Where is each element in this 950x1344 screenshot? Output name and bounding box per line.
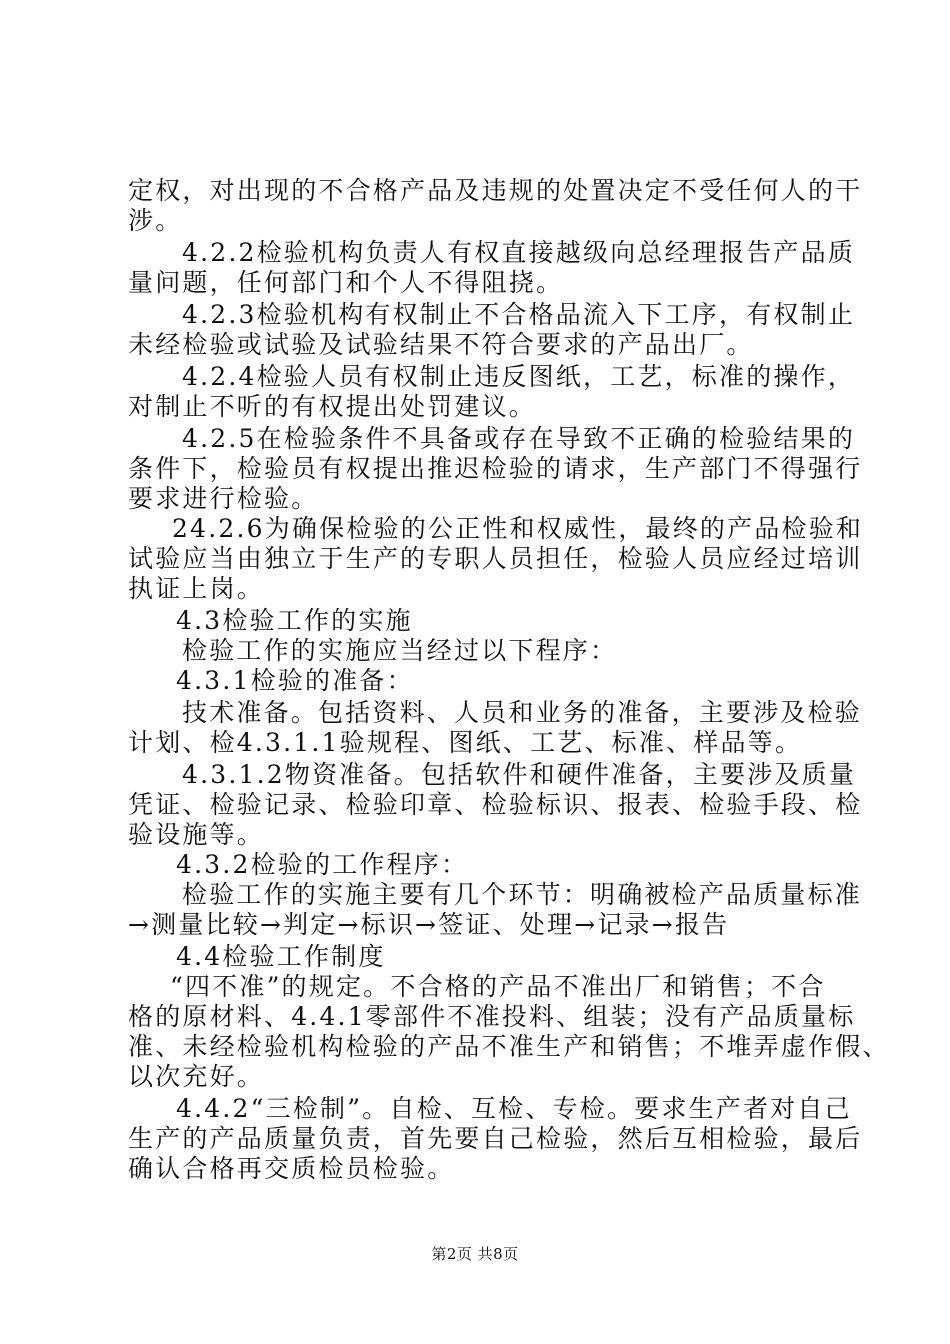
text-line: 计划、检4.3.1.1验规程、图纸、工艺、标准、样品等。 — [128, 728, 803, 757]
text-line: 4.3.1.2物资准备。包括软件和硬件准备，主要涉及质量 — [182, 760, 857, 789]
text-line: 4.2.5在检验条件不具备或存在导致不正确的检验结果的 — [182, 424, 856, 453]
text-line: 生产的产品质量负责，首先要自己检验，然后互相检验，最后 — [128, 1124, 863, 1153]
text-line: 4.2.2检验机构负责人有权直接越级向总经理报告产品质 — [182, 238, 856, 267]
text-line: 执证上岗。 — [128, 574, 265, 603]
text-line: 条件下，检验员有权提出推迟检验的请求，生产部门不得强行 — [128, 454, 863, 483]
text-line: 凭证、检验记录、检验印章、检验标识、报表、检验手段、检 — [128, 790, 863, 819]
text-line: 试验应当由独立于生产的专职人员担任，检验人员应经过培训 — [128, 544, 863, 573]
text-line: 24.2.6为确保检验的公正性和权威性，最终的产品检验和 — [172, 514, 864, 543]
text-line: →测量比较→判定→标识→签证、处理→记录→报告 — [128, 910, 730, 939]
text-line: 4.4.2“三检制”。自检、互检、专检。要求生产者对自己 — [176, 1094, 852, 1123]
text-line: 确认合格再交质检员检验。 — [128, 1154, 455, 1183]
text-line: 技术准备。包括资料、人员和业务的准备，主要涉及检验 — [182, 698, 863, 727]
text-line: 格的原材料、4.4.1零部件不准投料、组装；没有产品质量标 — [128, 1002, 856, 1031]
text-line: 对制止不听的有权提出处罚建议。 — [128, 392, 537, 421]
text-line: 准、未经检验机构检验的产品不准生产和销售；不堆弄虚作假、 — [128, 1032, 890, 1061]
text-line: 检验工作的实施主要有几个环节：明确被检产品质量标准 — [182, 880, 863, 909]
text-line: 4.2.4检验人员有权制止违反图纸，工艺，标准的操作， — [182, 362, 856, 391]
text-line: 验设施等。 — [128, 820, 265, 849]
text-line: 要求进行检验。 — [128, 484, 319, 513]
text-line: “四不准”的规定。不合格的产品不准出厂和销售；不合 — [170, 972, 826, 1001]
section-heading: 4.3.2检验的工作程序： — [176, 850, 469, 879]
text-line: 未经检验或试验及试验结果不符合要求的产品出厂。 — [128, 330, 754, 359]
section-heading: 4.3.1检验的准备： — [176, 666, 414, 695]
text-line: 涉。 — [128, 206, 183, 235]
text-line: 量问题，任何部门和个人不得阻挠。 — [128, 268, 564, 297]
text-line: 定权，对出现的不合格产品及违规的处置决定不受任何人的干 — [128, 176, 863, 205]
text-line: 以次充好。 — [128, 1062, 265, 1091]
section-heading: 4.3检验工作的实施 — [176, 606, 413, 635]
page-indicator: 第2页 共8页 — [431, 1245, 519, 1263]
text-line: 4.2.3检验机构有权制止不合格品流入下工序，有权制止 — [182, 300, 856, 329]
section-heading: 4.4检验工作制度 — [176, 942, 386, 971]
text-line: 检验工作的实施应当经过以下程序： — [182, 636, 618, 665]
